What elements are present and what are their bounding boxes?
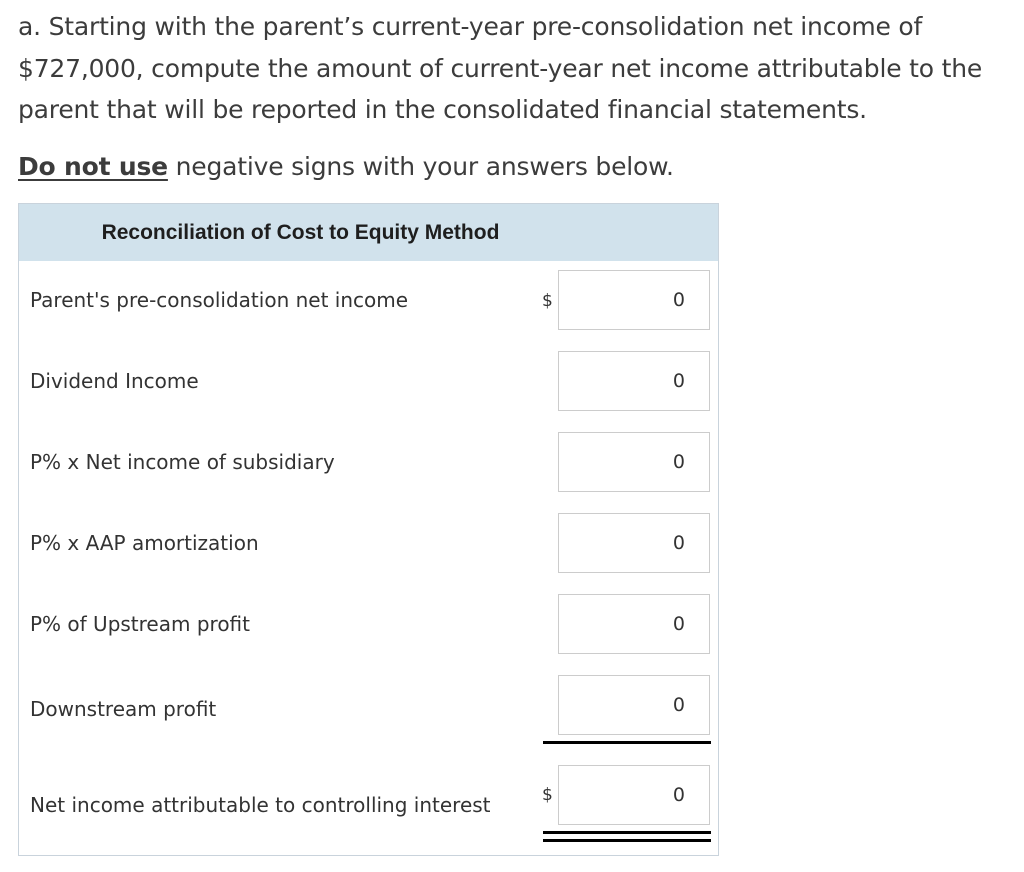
row-label-aap-amortization: P% x AAP amortization (30, 531, 259, 555)
row-label-net-income-subsidiary: P% x Net income of subsidiary (30, 450, 335, 474)
dividend-income-input[interactable] (558, 351, 710, 411)
row-label-dividend-income: Dividend Income (30, 369, 199, 393)
net-income-controlling-input[interactable] (558, 765, 710, 825)
currency-symbol: $ (542, 785, 553, 805)
table-header (19, 204, 718, 261)
reconciliation-table (18, 203, 719, 856)
instruction-text (18, 146, 674, 187)
table-title: Reconciliation of Cost to Equity Method (101, 221, 500, 244)
parent-net-income-input[interactable] (558, 270, 710, 330)
upstream-profit-input[interactable] (558, 594, 710, 654)
total-double-rule-bottom (543, 839, 711, 842)
net-income-subsidiary-input[interactable] (558, 432, 710, 492)
question-text: a. Starting with the parent’s current-year pre-consolidation net income of $727,000, compute the amount of current-year net income attributable to the parent that will be reported in the consolidated financial statements. (18, 12, 983, 124)
instruction-rest: negative signs with your answers below. (167, 152, 674, 181)
aap-amortization-input[interactable] (558, 513, 710, 573)
currency-symbol: $ (542, 291, 553, 311)
row-label-upstream-profit: P% of Upstream profit (30, 612, 250, 636)
total-double-rule-top (543, 831, 711, 834)
row-label-net-income-controlling: Net income attributable to controlling interest (30, 793, 491, 817)
row-label-downstream-profit: Downstream profit (30, 697, 217, 721)
instruction-emphasis: Do not use (18, 152, 168, 181)
downstream-profit-input[interactable] (558, 675, 710, 735)
subtotal-rule (543, 741, 711, 744)
row-label-parent-net-income: Parent's pre-consolidation net income (30, 288, 409, 312)
